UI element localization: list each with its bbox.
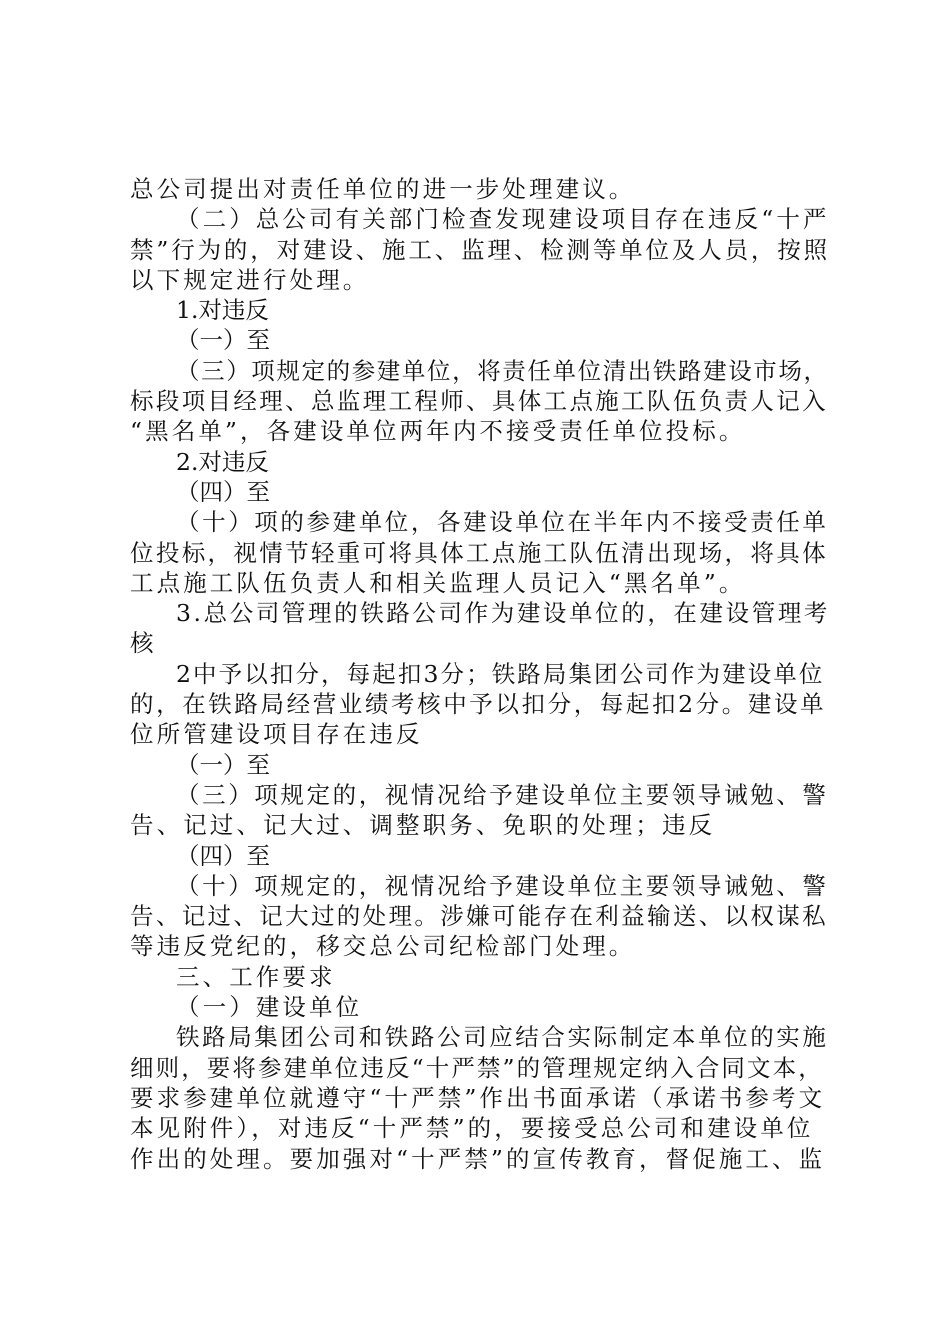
text-line: 总公司提出对责任单位的进一步处理建议。 — [130, 175, 636, 203]
text-line: 位投标，视情节轻重可将具体工点施工队伍清出现场，将具体 — [130, 538, 828, 567]
text-line: （一）建设单位 — [176, 993, 363, 1022]
text-line: （三）项规定的，视情况给予建设单位主要领导诫勉、警 — [176, 780, 829, 809]
text-line: 位所管建设项目存在违反 — [130, 720, 423, 749]
text-line: 禁”行为的，对建设、施工、监理、检测等单位及人员，按照 — [130, 235, 830, 264]
text-line: 告、记过、记大过的处理。涉嫌可能存在利益输送、以权谋私 — [130, 902, 828, 931]
text-line: 三、工作要求 — [176, 962, 336, 991]
text-line: （十）项规定的，视情况给予建设单位主要领导诫勉、警 — [176, 871, 829, 900]
text-line: （一）至 — [176, 326, 270, 355]
text-line: 本见附件），对违反“十严禁”的，要接受总公司和建设单位 — [130, 1114, 814, 1143]
text-line: 铁路局集团公司和铁路公司应结合实际制定本单位的实施 — [176, 1023, 829, 1052]
text-line: 2.对违反 — [176, 447, 269, 476]
text-line: 的，在铁路局经营业绩考核中予以扣分，每起扣2分。建设单 — [130, 690, 827, 719]
text-line: （三）项规定的参建单位，将责任单位清出铁路建设市场， — [176, 356, 829, 385]
text-line: （一）至 — [176, 750, 270, 779]
text-line: 作出的处理。要加强对“十严禁”的宣传教育，督促施工、监 — [130, 1144, 826, 1173]
text-line: （四）至 — [176, 841, 270, 870]
text-line: （四）至 — [176, 477, 270, 506]
text-line: 以下规定进行处理。 — [130, 265, 370, 294]
text-line: （二）总公司有关部门检查发现建设项目存在违反“十严 — [176, 205, 830, 234]
text-line: 要求参建单位就遵守“十严禁”作出书面承诺（承诺书参考文 — [130, 1083, 826, 1112]
text-line: （十）项的参建单位，各建设单位在半年内不接受责任单 — [176, 508, 829, 537]
text-line: 标段项目经理、总监理工程师、具体工点施工队伍负责人记入 — [130, 387, 828, 416]
text-line: 2中予以扣分，每起扣3分；铁路局集团公司作为建设单位 — [176, 659, 825, 688]
text-line: 1.对违反 — [176, 296, 269, 325]
text-line: 细则，要将参建单位违反“十严禁”的管理规定纳入合同文本， — [130, 1053, 824, 1082]
document-body — [130, 174, 830, 1174]
text-line: “黑名单”，各建设单位两年内不接受责任单位投标。 — [130, 417, 746, 446]
text-line: 告、记过、记大过、调整职务、免职的处理；违反 — [130, 811, 716, 840]
text-line: 工点施工队伍负责人和相关监理人员记入“黑名单”。 — [130, 568, 746, 597]
text-line: 3.总公司管理的铁路公司作为建设单位的，在建设管理考 — [176, 599, 831, 628]
text-line: 核 — [130, 629, 154, 658]
text-line: 等违反党纪的，移交总公司纪检部门处理。 — [130, 932, 636, 961]
